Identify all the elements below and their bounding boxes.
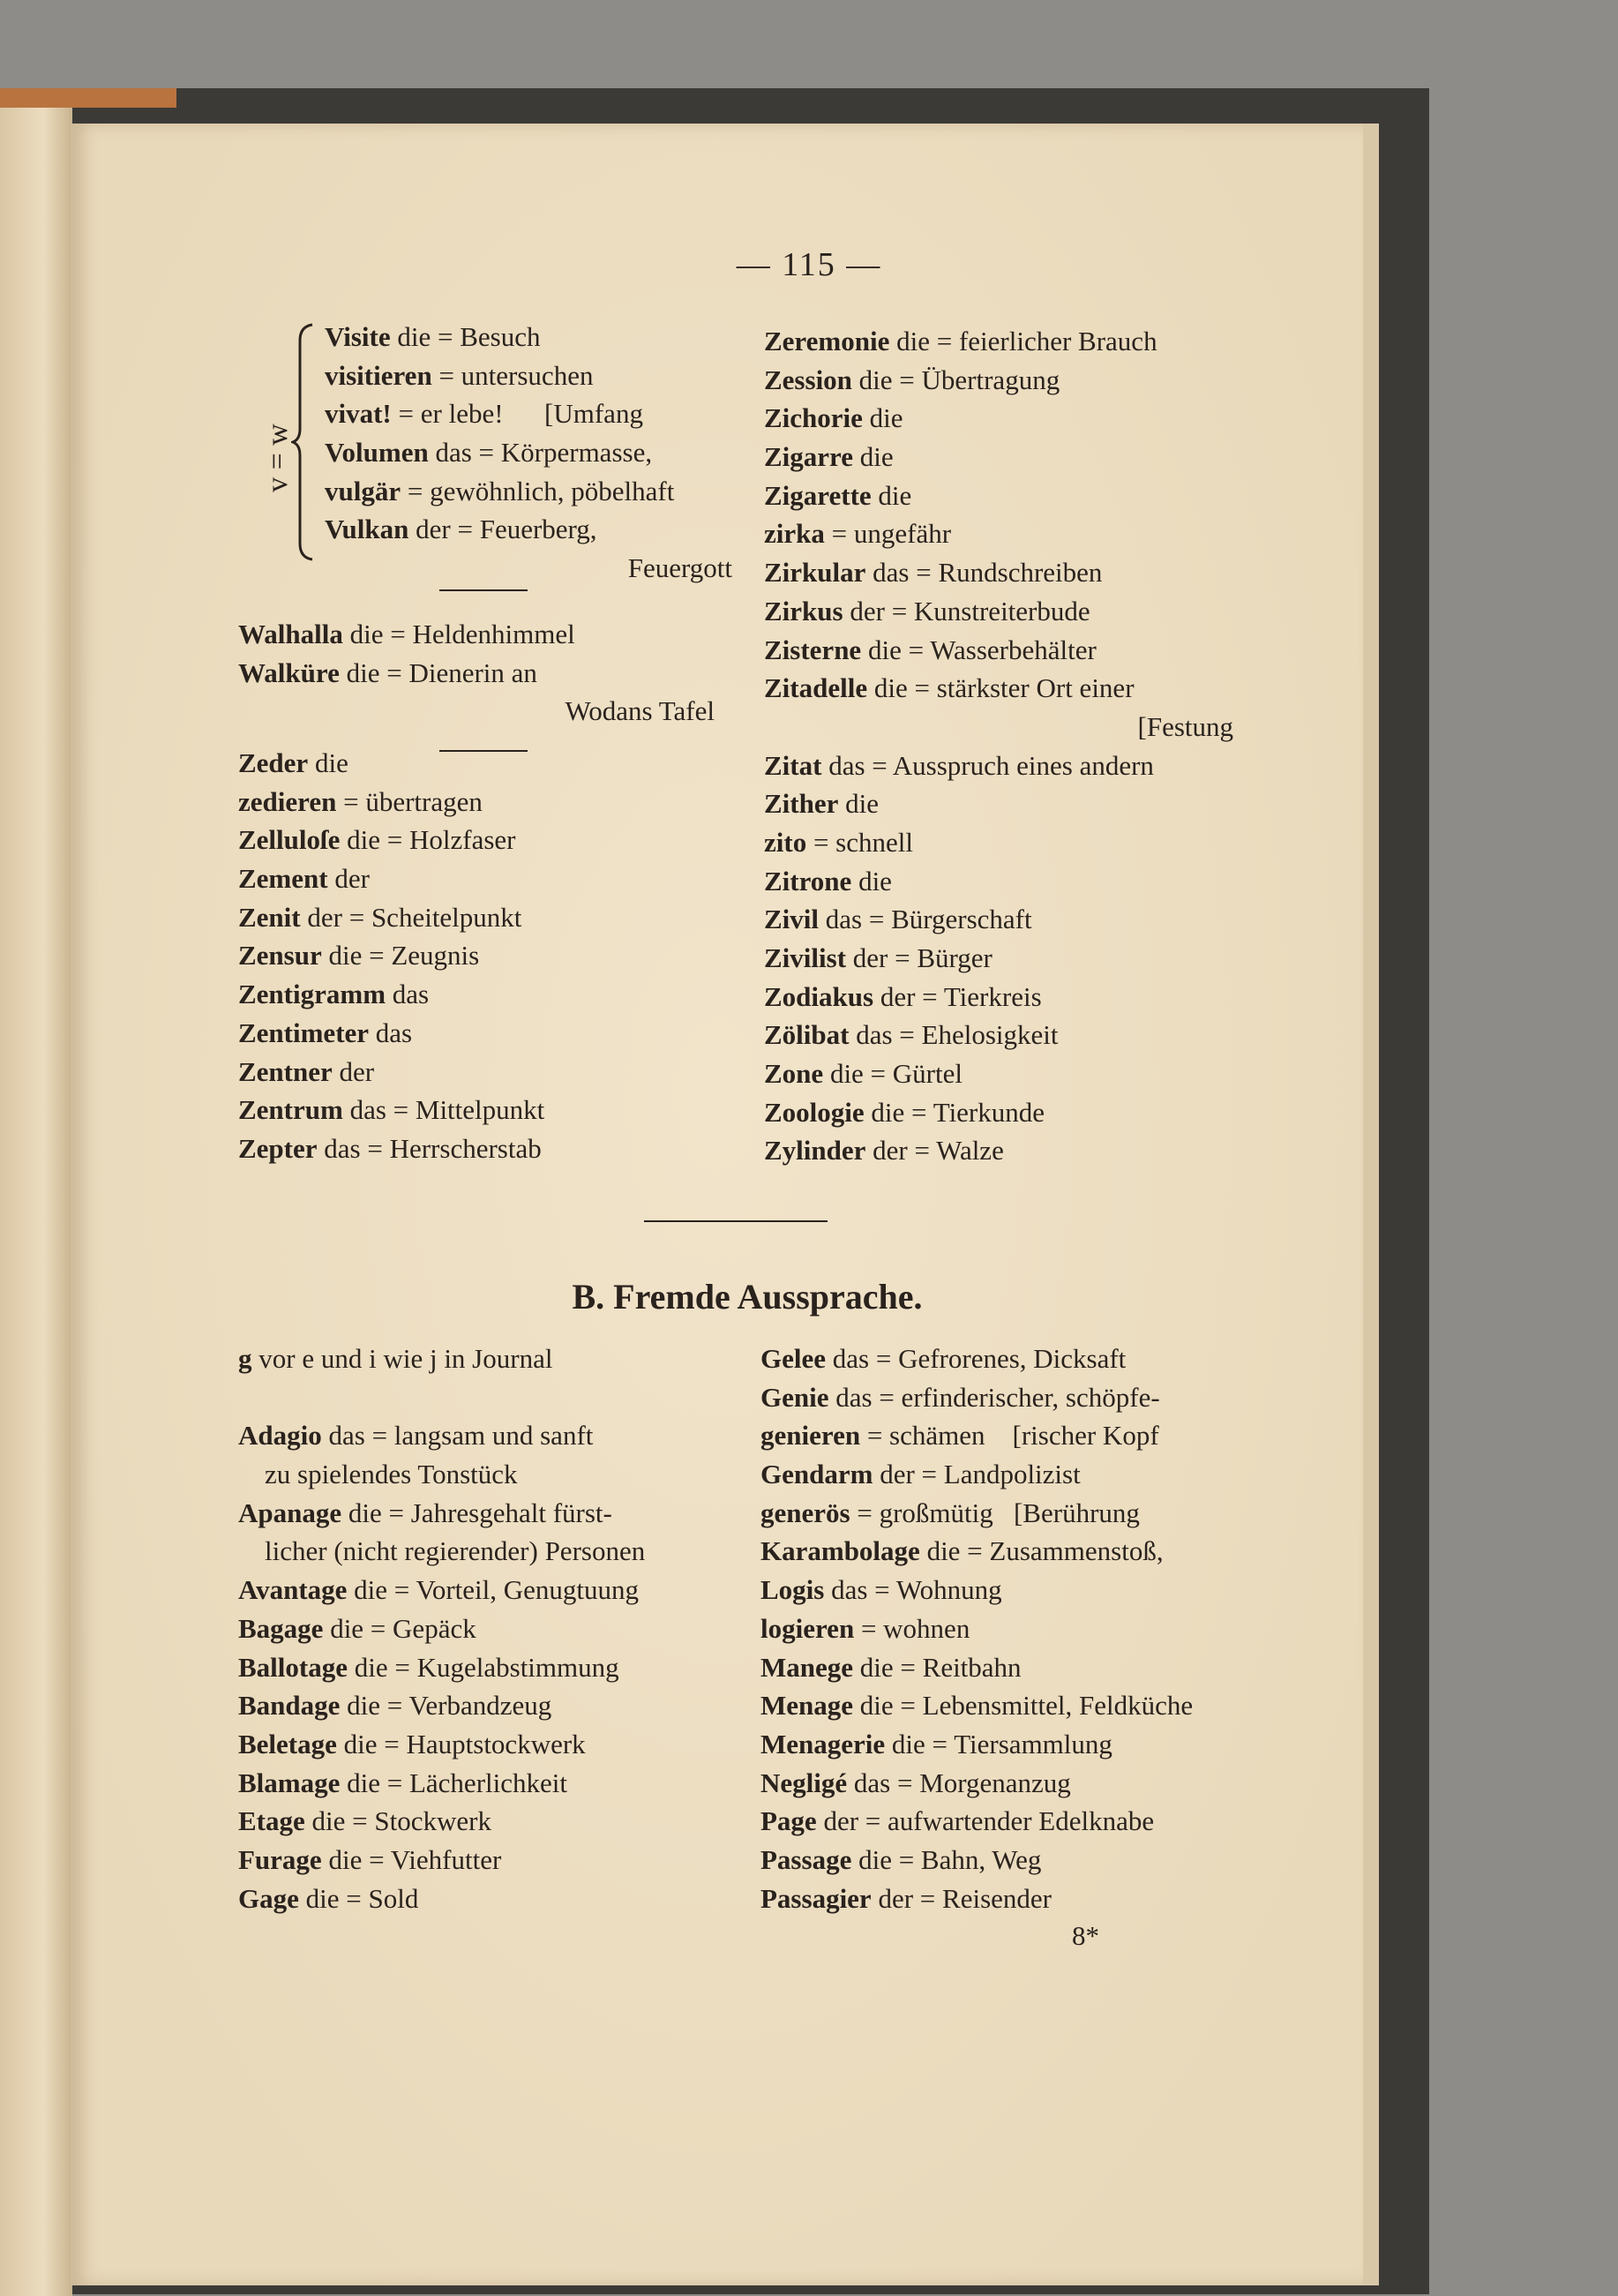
entry-definition: der = Scheitelpunkt — [300, 901, 522, 933]
dictionary-entry — [760, 1686, 1237, 1725]
entry-definition: die = Tierkunde — [864, 1096, 1045, 1128]
entry-definition: die = Kugelabstimmung — [348, 1651, 619, 1683]
dictionary-entry — [238, 1339, 715, 1378]
entry-definition: die = Sold — [298, 1882, 419, 1914]
entry-definition: der = Kunstreiterbude — [843, 595, 1090, 627]
entry-headword: Walküre — [238, 657, 340, 688]
dictionary-entry — [238, 744, 715, 783]
entry-headword: Passage — [760, 1843, 852, 1875]
dictionary-entry — [238, 1416, 715, 1455]
entry-definition: das = Gefrorenes, Dicksaft — [826, 1343, 1127, 1374]
entry-definition: der = Tierkreis — [873, 980, 1042, 1012]
entry-headword: Zigarette — [764, 479, 872, 511]
entry-definition: das = Bürgerschaft — [819, 904, 1032, 935]
dictionary-entry — [238, 1378, 715, 1417]
entry-headword: Zement — [238, 863, 328, 895]
dictionary-entry — [238, 1014, 715, 1053]
dictionary-entry — [760, 1455, 1237, 1494]
entry-headword: Visite — [325, 321, 391, 352]
entry-definition: die = Zeugnis — [321, 940, 480, 972]
dictionary-entry — [325, 549, 732, 588]
entry-headword: Furage — [238, 1843, 322, 1875]
entry-definition: die — [838, 788, 879, 820]
dictionary-entry — [238, 898, 715, 937]
entry-definition: die = stärkster Ort einer — [867, 672, 1135, 704]
entry-definition: die = Viehfutter — [321, 1843, 502, 1875]
entry-headword: Zentner — [238, 1055, 333, 1087]
entry-headword: Zitrone — [764, 865, 852, 897]
dictionary-entry — [764, 978, 1233, 1017]
entry-headword: Manege — [760, 1651, 854, 1683]
entry-headword: Zigarre — [764, 441, 854, 473]
page-number: — 115 — — [736, 246, 882, 283]
dictionary-entry — [764, 669, 1233, 708]
dictionary-entry — [238, 1841, 715, 1880]
dictionary-entry — [238, 1725, 715, 1764]
dictionary-entry — [238, 1686, 715, 1725]
entry-definition: der = Feuerberg, — [408, 514, 597, 545]
entry-block-v — [325, 318, 732, 588]
entry-definition: die = Zusammenstoß, — [919, 1535, 1164, 1567]
entry-definition: die — [851, 865, 892, 897]
entry-block-b-right — [760, 1339, 1237, 1917]
entry-headword: Gelee — [760, 1343, 827, 1374]
dictionary-entry — [764, 631, 1233, 670]
entry-headword: Avantage — [238, 1574, 348, 1606]
dictionary-entry — [764, 747, 1233, 785]
dictionary-entry — [238, 1532, 715, 1571]
entry-headword: Zoologie — [764, 1096, 865, 1128]
dictionary-entry — [238, 859, 715, 898]
entry-headword: Zölibat — [764, 1019, 850, 1051]
dictionary-entry — [238, 1609, 715, 1648]
entry-headword: Menage — [760, 1690, 854, 1722]
dictionary-entry — [764, 399, 1233, 438]
entry-headword: Zitat — [764, 749, 822, 781]
entry-definition: der = Reisender — [871, 1882, 1052, 1914]
section-divider — [644, 1220, 828, 1222]
entry-definition: der — [332, 1055, 375, 1087]
dictionary-entry — [238, 692, 715, 731]
entry-block-w — [238, 615, 715, 731]
page-edges — [1363, 124, 1379, 2285]
dictionary-entry — [760, 1841, 1237, 1880]
entry-definition: der — [327, 863, 370, 895]
dictionary-entry — [325, 394, 732, 433]
entry-definition: das — [386, 979, 430, 1010]
entry-definition: die = Tiersammlung — [885, 1728, 1112, 1760]
entry-headword: Menagerie — [760, 1728, 886, 1760]
dictionary-entry — [238, 975, 715, 1014]
entry-definition: die — [853, 441, 894, 473]
entry-definition: die — [308, 747, 348, 778]
dictionary-entry — [764, 900, 1233, 939]
entry-headword: vivat! — [325, 398, 392, 430]
entry-headword: Bagage — [238, 1612, 324, 1644]
entry-definition: die = Dienerin an — [339, 657, 537, 688]
dictionary-entry — [764, 1131, 1233, 1170]
dictionary-entry — [760, 1609, 1237, 1648]
entry-headword: zedieren — [238, 785, 337, 817]
entry-headword: Vulkan — [325, 514, 409, 545]
entry-headword: Zivilist — [764, 942, 847, 973]
dictionary-entry — [764, 1054, 1233, 1093]
entry-headword: visitieren — [325, 359, 432, 391]
entry-headword: Beletage — [238, 1728, 337, 1760]
entry-headword: Volumen — [325, 437, 429, 469]
entry-headword: Karambolage — [760, 1535, 920, 1567]
entry-headword: generös — [760, 1497, 850, 1528]
entry-definition: das = langsam und sanft — [321, 1420, 594, 1452]
entry-definition: vor e und i wie j in Journal — [251, 1343, 553, 1374]
dictionary-entry — [238, 1764, 715, 1803]
entry-definition: der = Landpolizist — [873, 1459, 1081, 1490]
entry-definition: = wohnen — [854, 1612, 970, 1644]
entry-definition: die = Lächerlichkeit — [340, 1767, 567, 1798]
dictionary-entry — [764, 476, 1233, 515]
entry-definition: die = Verbandzeug — [340, 1690, 552, 1722]
entry-headword: Zentrum — [238, 1094, 343, 1126]
entry-definition: das = Körpermasse, — [428, 437, 653, 469]
entry-definition: der = Walze — [865, 1135, 1004, 1167]
entry-headword: Zichorie — [764, 402, 863, 434]
entry-headword: vulgär — [325, 475, 401, 506]
entry-definition: = übertragen — [336, 785, 483, 817]
entry-definition: Wodans Tafel — [565, 695, 715, 727]
entry-headword: Zeremonie — [764, 326, 890, 356]
entry-headword: Zone — [764, 1058, 824, 1090]
entry-headword: Etage — [238, 1805, 305, 1837]
dictionary-entry — [238, 654, 715, 693]
entry-definition: das = Mittelpunkt — [342, 1094, 545, 1126]
entry-headword: Zensur — [238, 940, 322, 972]
entry-headword: zirka — [764, 518, 825, 550]
entry-headword: Gendarm — [760, 1459, 873, 1490]
dictionary-entry — [238, 1091, 715, 1129]
entry-headword: Zodiakus — [764, 980, 874, 1012]
entry-definition: die = Vorteil, Genugtuung — [347, 1574, 640, 1606]
entry-headword: Blamage — [238, 1767, 341, 1798]
dictionary-entry — [764, 592, 1233, 631]
dictionary-entry — [764, 939, 1233, 978]
entry-definition: der = Bürger — [846, 942, 993, 973]
entry-headword: Zelluloſe — [238, 824, 341, 856]
entry-headword: Adagio — [238, 1420, 322, 1452]
dictionary-entry — [764, 438, 1233, 476]
entry-headword: Apanage — [238, 1497, 342, 1528]
entry-definition: die = Hauptstockwerk — [336, 1728, 586, 1760]
dictionary-entry — [760, 1802, 1237, 1841]
entry-definition: = gewöhnlich, pöbelhaft — [401, 475, 675, 506]
entry-definition: das = Ehelosigkeit — [849, 1019, 1059, 1051]
dictionary-entry — [238, 1571, 715, 1609]
entry-definition: = er lebe! [Umfang — [391, 398, 643, 430]
dictionary-entry — [238, 1053, 715, 1092]
dictionary-entry — [760, 1880, 1237, 1918]
entry-block-z-left — [238, 744, 715, 1168]
entry-headword: Gage — [238, 1882, 299, 1914]
dictionary-entry — [238, 821, 715, 859]
signature-mark: 8* — [1072, 1920, 1099, 1951]
entry-definition: = untersuchen — [431, 359, 594, 391]
entry-headword: Zitadelle — [764, 672, 868, 704]
dictionary-entry — [764, 784, 1233, 823]
entry-definition: das = Wohnung — [824, 1574, 1002, 1606]
entry-headword: Zivil — [764, 904, 820, 935]
entry-block-z-right — [764, 322, 1233, 1170]
entry-headword: logieren — [760, 1612, 855, 1644]
entry-definition: die = Lebensmittel, Feldküche — [853, 1690, 1194, 1722]
entry-definition: der = aufwartender Edelknabe — [816, 1805, 1155, 1837]
dictionary-entry — [238, 1455, 715, 1494]
dictionary-entry — [760, 1378, 1237, 1417]
dictionary-entry — [238, 1880, 715, 1918]
dictionary-entry — [238, 936, 715, 975]
dictionary-entry — [238, 1129, 715, 1168]
entry-definition: die = Wasserbehälter — [861, 634, 1097, 665]
entry-definition: das = Rundschreiben — [865, 557, 1103, 589]
entry-definition: die = Bahn, Weg — [851, 1843, 1042, 1875]
dictionary-entry — [764, 553, 1233, 592]
entry-definition: die = Holzfaser — [340, 824, 516, 856]
entry-definition: zu spielendes Tonstück — [265, 1459, 518, 1490]
dictionary-entry — [238, 1494, 715, 1533]
entry-definition: = schämen [rischer Kopf — [860, 1420, 1159, 1452]
dictionary-entry — [325, 433, 732, 472]
entry-definition: die = Jahresgehalt fürst- — [341, 1497, 612, 1528]
entry-headword: Zentimeter — [238, 1017, 370, 1048]
previous-page-edge — [0, 97, 72, 2296]
entry-headword: g — [238, 1343, 252, 1374]
dictionary-entry — [764, 1016, 1233, 1054]
entry-definition: die — [862, 402, 903, 434]
entry-definition: das — [369, 1017, 413, 1048]
entry-definition: die = Besuch — [390, 321, 541, 352]
dictionary-entry — [760, 1339, 1237, 1378]
entry-definition: = schnell — [806, 826, 913, 858]
dictionary-entry — [764, 708, 1233, 747]
entry-definition: Feuergott — [627, 552, 732, 584]
entry-headword: Zirkus — [764, 595, 843, 627]
entry-headword: Zession — [764, 364, 852, 395]
dictionary-entry — [764, 514, 1233, 553]
entry-definition: die = Heldenhimmel — [342, 619, 575, 649]
entry-block-b-left — [238, 1339, 715, 1917]
dictionary-entry — [760, 1571, 1237, 1609]
dictionary-entry — [760, 1416, 1237, 1455]
entry-headword: Ballotage — [238, 1651, 348, 1683]
entry-headword: Zepter — [238, 1132, 318, 1164]
dictionary-entry — [238, 783, 715, 822]
entry-headword: Zentigramm — [238, 979, 386, 1010]
entry-headword: Zenit — [238, 901, 301, 933]
entry-definition: das = Herrscherstab — [317, 1132, 542, 1164]
divider — [439, 589, 528, 591]
dictionary-entry — [325, 356, 732, 395]
section-heading: B. Fremde Aussprache. — [572, 1277, 923, 1317]
entry-definition: die = Stockwerk — [304, 1805, 491, 1837]
entry-definition: die = Übertragung — [851, 364, 1060, 395]
entry-headword: genieren — [760, 1420, 861, 1452]
entry-headword: Zisterne — [764, 634, 862, 665]
entry-definition: die = Reitbahn — [853, 1651, 1022, 1683]
dictionary-entry — [764, 823, 1233, 862]
entry-definition: das = Morgenanzug — [847, 1767, 1071, 1798]
bracket-label: v = w — [261, 424, 294, 492]
dictionary-entry — [325, 510, 732, 549]
entry-headword: Zirkular — [764, 557, 866, 589]
curly-brace-icon — [291, 323, 318, 561]
dictionary-entry — [760, 1494, 1237, 1533]
dictionary-entry — [760, 1648, 1237, 1687]
dictionary-entry — [325, 318, 732, 356]
dictionary-entry — [238, 1802, 715, 1841]
dictionary-entry — [764, 322, 1233, 361]
dictionary-entry — [325, 472, 732, 511]
entry-definition: die = Gürtel — [823, 1058, 963, 1090]
dictionary-entry — [760, 1532, 1237, 1571]
dictionary-entry — [764, 862, 1233, 901]
dictionary-entry — [760, 1725, 1237, 1764]
entry-definition: das = erfinderischer, schöpfe- — [828, 1381, 1160, 1413]
dictionary-entry — [760, 1764, 1237, 1803]
entry-definition: die = Gepäck — [323, 1612, 476, 1644]
entry-headword: Walhalla — [238, 619, 343, 649]
entry-definition: das = Ausspruch eines andern — [821, 749, 1154, 781]
entry-headword: zito — [764, 826, 807, 858]
entry-headword: Zeder — [238, 747, 309, 778]
entry-headword: Zither — [764, 788, 839, 820]
entry-headword: Zylinder — [764, 1135, 866, 1167]
entry-headword: Negligé — [760, 1767, 848, 1798]
entry-definition: [Festung — [1137, 710, 1233, 742]
entry-definition: = ungefähr — [824, 518, 952, 550]
dictionary-entry — [238, 1648, 715, 1687]
dictionary-entry — [764, 361, 1233, 400]
page-stain — [0, 88, 176, 108]
entry-headword: Genie — [760, 1381, 829, 1413]
entry-headword: Logis — [760, 1574, 825, 1606]
entry-definition: die = feierlicher Brauch — [889, 326, 1157, 356]
dictionary-entry — [764, 1093, 1233, 1132]
entry-definition: = großmütig [Berührung — [850, 1497, 1140, 1528]
dictionary-entry — [238, 615, 715, 654]
entry-headword: Passagier — [760, 1882, 872, 1914]
entry-headword: Bandage — [238, 1690, 341, 1722]
entry-headword: Page — [760, 1805, 817, 1837]
entry-definition: die — [871, 479, 912, 511]
entry-definition: licher (nicht regierender) Personen — [265, 1535, 646, 1567]
